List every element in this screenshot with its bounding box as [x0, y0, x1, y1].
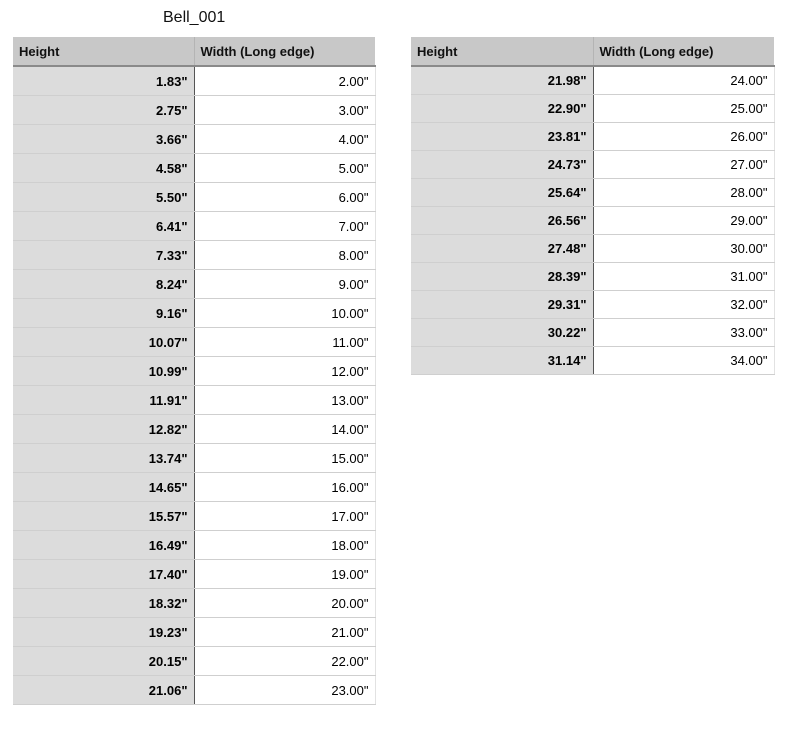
- height-value-cell: 16.49": [13, 531, 194, 560]
- table-row: [411, 123, 774, 151]
- height-value-cell: 3.66": [13, 125, 194, 154]
- height-column-header: Height: [13, 37, 194, 66]
- width-value-cell: 4.00": [194, 125, 375, 154]
- table-body: [13, 66, 375, 705]
- width-value-cell: 12.00": [194, 357, 375, 386]
- height-value-cell: 6.41": [13, 212, 194, 241]
- table-row: [13, 618, 375, 647]
- height-value-cell: 10.99": [13, 357, 194, 386]
- width-value-cell: 29.00": [593, 207, 774, 235]
- height-value-cell: 25.64": [411, 179, 593, 207]
- width-value-cell: 13.00": [194, 386, 375, 415]
- table-header-row: [411, 37, 774, 66]
- table-row: [13, 241, 375, 270]
- height-value-cell: 22.90": [411, 95, 593, 123]
- height-value-cell: 29.31": [411, 291, 593, 319]
- width-value-cell: 34.00": [593, 347, 774, 375]
- table-row: [13, 66, 375, 96]
- table-row: [13, 589, 375, 618]
- width-value-cell: 30.00": [593, 235, 774, 263]
- table-row: [13, 328, 375, 357]
- height-value-cell: 18.32": [13, 589, 194, 618]
- width-value-cell: 23.00": [194, 676, 375, 705]
- table-row: [13, 676, 375, 705]
- height-value-cell: 13.74": [13, 444, 194, 473]
- width-value-cell: 3.00": [194, 96, 375, 125]
- height-value-cell: 24.73": [411, 151, 593, 179]
- width-value-cell: 24.00": [593, 66, 774, 95]
- height-value-cell: 14.65": [13, 473, 194, 502]
- height-value-cell: 5.50": [13, 183, 194, 212]
- width-value-cell: 2.00": [194, 66, 375, 96]
- width-column-header: Width (Long edge): [593, 37, 774, 66]
- height-value-cell: 21.98": [411, 66, 593, 95]
- height-value-cell: 28.39": [411, 263, 593, 291]
- size-table-left: [13, 37, 376, 705]
- table-body: [411, 66, 774, 375]
- table-row: [13, 357, 375, 386]
- height-value-cell: 21.06": [13, 676, 194, 705]
- height-value-cell: 20.15": [13, 647, 194, 676]
- table-row: [13, 473, 375, 502]
- height-value-cell: 31.14": [411, 347, 593, 375]
- width-value-cell: 9.00": [194, 270, 375, 299]
- table-row: [13, 183, 375, 212]
- width-value-cell: 11.00": [194, 328, 375, 357]
- width-value-cell: 31.00": [593, 263, 774, 291]
- width-value-cell: 17.00": [194, 502, 375, 531]
- width-value-cell: 5.00": [194, 154, 375, 183]
- height-value-cell: 10.07": [13, 328, 194, 357]
- table-row: [13, 270, 375, 299]
- width-value-cell: 18.00": [194, 531, 375, 560]
- table-row: [13, 299, 375, 328]
- table-row: [411, 347, 774, 375]
- height-value-cell: 15.57": [13, 502, 194, 531]
- table-row: [411, 319, 774, 347]
- height-value-cell: 1.83": [13, 66, 194, 96]
- width-value-cell: 8.00": [194, 241, 375, 270]
- table-row: [13, 154, 375, 183]
- table-row: [411, 207, 774, 235]
- size-table-right: [411, 37, 775, 375]
- height-value-cell: 17.40": [13, 560, 194, 589]
- height-column-header: Height: [411, 37, 593, 66]
- document-title: Bell_001: [163, 9, 226, 26]
- height-value-cell: 26.56": [411, 207, 593, 235]
- table-row: [411, 235, 774, 263]
- height-value-cell: 2.75": [13, 96, 194, 125]
- table-row: [13, 444, 375, 473]
- table-row: [411, 66, 774, 95]
- width-value-cell: 21.00": [194, 618, 375, 647]
- height-value-cell: 7.33": [13, 241, 194, 270]
- height-value-cell: 9.16": [13, 299, 194, 328]
- height-value-cell: 12.82": [13, 415, 194, 444]
- table-row: [13, 560, 375, 589]
- table-row: [411, 95, 774, 123]
- height-value-cell: 27.48": [411, 235, 593, 263]
- width-value-cell: 25.00": [593, 95, 774, 123]
- table-row: [13, 386, 375, 415]
- height-value-cell: 30.22": [411, 319, 593, 347]
- height-value-cell: 11.91": [13, 386, 194, 415]
- height-value-cell: 23.81": [411, 123, 593, 151]
- width-value-cell: 7.00": [194, 212, 375, 241]
- width-value-cell: 16.00": [194, 473, 375, 502]
- width-value-cell: 20.00": [194, 589, 375, 618]
- width-value-cell: 32.00": [593, 291, 774, 319]
- width-value-cell: 27.00": [593, 151, 774, 179]
- table-row: [411, 291, 774, 319]
- width-value-cell: 19.00": [194, 560, 375, 589]
- width-value-cell: 10.00": [194, 299, 375, 328]
- width-column-header: Width (Long edge): [194, 37, 375, 66]
- width-value-cell: 14.00": [194, 415, 375, 444]
- height-value-cell: 8.24": [13, 270, 194, 299]
- table-row: [13, 415, 375, 444]
- width-value-cell: 22.00": [194, 647, 375, 676]
- width-value-cell: 28.00": [593, 179, 774, 207]
- width-value-cell: 6.00": [194, 183, 375, 212]
- table-row: [13, 502, 375, 531]
- table-row: [13, 96, 375, 125]
- table-row: [411, 151, 774, 179]
- table-row: [13, 125, 375, 154]
- table-row: [411, 179, 774, 207]
- table-header-row: [13, 37, 375, 66]
- table-row: [13, 531, 375, 560]
- width-value-cell: 33.00": [593, 319, 774, 347]
- height-value-cell: 4.58": [13, 154, 194, 183]
- table-row: [13, 212, 375, 241]
- width-value-cell: 15.00": [194, 444, 375, 473]
- width-value-cell: 26.00": [593, 123, 774, 151]
- height-value-cell: 19.23": [13, 618, 194, 647]
- table-row: [13, 647, 375, 676]
- table-row: [411, 263, 774, 291]
